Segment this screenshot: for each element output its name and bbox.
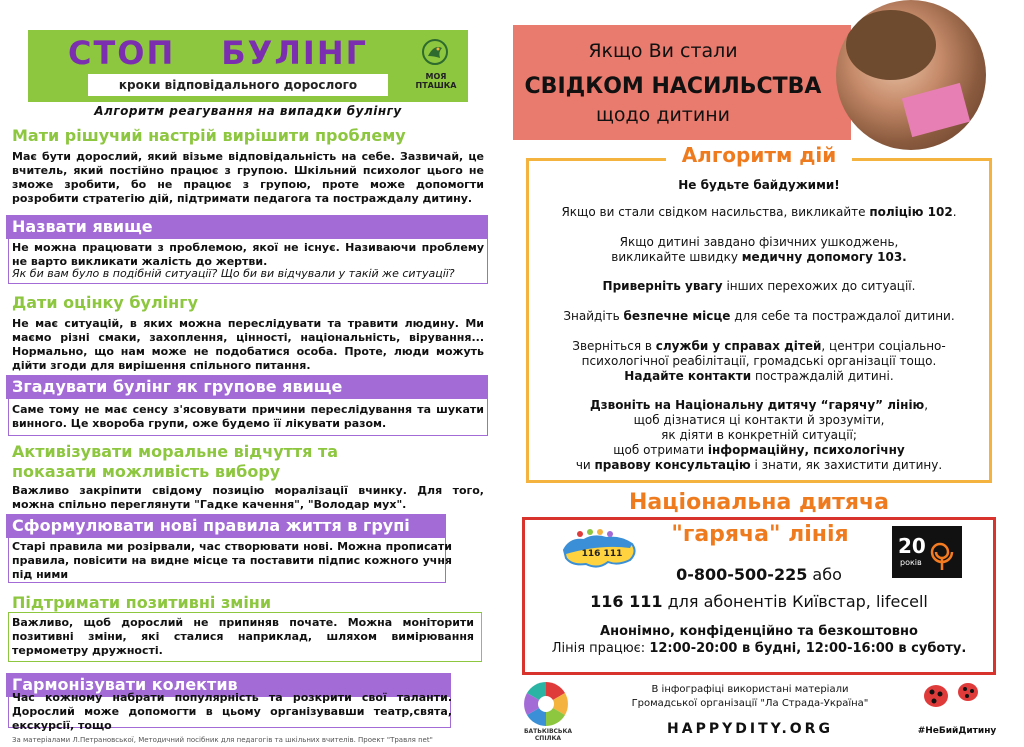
section-1-text: Має бути дорослий, який візьме відповідальність на себе. Зазвичай, це вчитель, який постійно працює з групою. Шкільний психолог цього не зможе зробити, бо не працює з групою, проте може допомогти розробити стратегію дій, підтримати педагога та постраждалу дитину. [12,150,484,205]
phone-number-2[interactable]: 116 111 [590,592,663,611]
witness-line1: Якщо Ви стали [588,40,738,62]
section-8-heading: Гармонізувати колектив [12,675,238,694]
phone-line-1: 0-800-500-225 або [676,565,842,584]
section-6-heading: Сформулювати нові правила життя в групі [12,516,410,535]
section-3-heading: Дати оцінку булінгу [12,293,198,312]
algo-p1: Не будьте байдужими! [678,178,840,192]
map-label: 116 111 [581,549,623,559]
algo-p6-line3: Надайте контакти постраждалій дитині. [624,369,894,383]
hotline-title-line1: Національна дитяча [628,490,889,515]
bird-logo-text: МОЯ ПТАШКА [415,72,457,90]
anniversary-word: років [900,558,922,567]
parents-union-logo-icon [522,680,570,728]
algo-p7-line2: щоб дізнатися ці контакти й зрозуміти, [633,413,885,427]
section-7-heading: Підтримати позитивні зміни [12,593,272,612]
child-photo [836,0,986,150]
anniversary-number: 20 [898,534,926,558]
banner-title [28,34,408,72]
section-5-heading-line1: Активізувати моральне відчуття та [12,442,339,461]
ladybugs-icon [920,680,990,710]
banner-subtitle: кроки відповідального дорослого [88,74,388,96]
credit-line1: В інфографіці використані матеріали [651,684,849,695]
bird-logo-icon [420,38,450,66]
algo-p7-line3: як діяти в конкретній ситуації; [661,428,857,442]
section-7-text: Важливо, щоб дорослий не припиняв почате. Можна моніторити позитивні зміни, які сталися наприклад, шляхом вимірювання термометру дружності. [12,616,474,657]
hotline-title-line2: "гаряча" лінія [671,522,849,547]
algo-p6-line2: психологічної реабілітації, громадські організації тощо. [581,354,937,368]
working-hours: Лінія працює: 12:00-20:00 в будні, 12:00-16:00 в суботу. [551,641,967,656]
witness-line3: щодо дитини [596,104,730,126]
phone-line-2: 116 111 для абонентів Київстар, lifecell [590,592,928,611]
photo-paper-shape [902,83,970,137]
banner-title-word1: СТОП [67,34,176,72]
parents-union-logo-text: БАТЬКІВСЬКА СПІЛКА [523,728,573,742]
algo-p3-line1: Якщо дитині завдано фізичних ушкоджень, [619,235,899,249]
section-2-text: Не можна працювати з проблемою, якої не існує. Називаючи проблему не варто викликати жалість до жертви. [12,241,484,268]
phone-number-1[interactable]: 0-800-500-225 [676,565,808,584]
algo-p7-line5: чи правову консультацію і знати, як захистити дитину. [575,458,943,472]
algo-p2: Якщо ви стали свідком насильства, викликайте поліцію 102. [561,205,957,219]
section-1-heading: Мати рішучий настрій вирішити проблему [12,126,406,145]
witness-line2: СВІДКОМ НАСИЛЬСТВА [524,74,822,99]
section-6-text: Старі правила ми розірвали, час створювати нові. Можна прописати правила, повісити на видне місце та поставити підпис кожного учня під ними [12,540,452,581]
algo-p4: Приверніть увагу інших перехожих до ситуації. [602,279,916,293]
section-4-text: Саме тому не має сенсу з'ясовувати причини переслідування та шукати винного. Це хвороба групи, оже будемо її лікувати разом. [12,403,484,430]
algo-p6-line1: Зверніться в служби у справах дітей, центри соціально- [572,339,946,353]
section-5-heading-line2: показати можливість вибору [12,462,281,481]
section-3-text: Не має ситуацій, в яких можна переслідувати та травити людину. Ми маємо різні смаки, захоплення, цінності, національність, вірування... Нормально, що нам може не подобатися особа. Проте, люди можуть дійти згоди для вирішення спільного питання. [12,317,484,372]
section-2-italic-question: Як би вам було в подібній ситуації? Що би ви відчували у такій же ситуації? [12,267,455,280]
website-link[interactable]: HAPPYDITY.ORG [667,721,833,737]
section-4-heading: Згадувати булінг як групове явище [12,377,343,396]
algo-p7-line4: щоб отримати інформаційну, психологічну [613,443,905,457]
hashtag: #НеБийДитину [917,726,997,736]
anonymous-note: Анонімно, конфіденційно та безкоштовно [600,624,918,639]
algorithm-title: Алгоритм дій [681,143,837,167]
algorithm-caption: Алгоритм реагування на випадки булінгу [94,104,402,118]
section-5-text: Важливо закріпити свідому позицію моралізації вчинку. Для того, можна спільно переглянути "Гадке качення", "Володар мух". [12,484,484,511]
credit-line2: Громадської організації "Ла Страда-Україна" [631,698,869,709]
source-footnote: За матеріалами Л.Петрановської, Методичний посібник для педагогів та шкільних вчителів. Проект "Травля net" [12,736,433,744]
photo-hair-shape [846,10,936,80]
section-8-text: Час кожному набрати популярність та розкрити свої таланти. Дорослий може допомогти в цьому організувавши театр,свята, екскурсії, тощо [12,691,452,732]
section-2-heading: Назвати явище [12,217,153,236]
banner-title-word2: БУЛІНГ [221,34,368,72]
algo-p3-line2: викликайте швидку медичну допомогу 103. [611,250,907,264]
algo-p5: Знайдіть безпечне місце для себе та постраждалої дитини. [563,309,955,323]
stop-bullying-banner [28,30,468,102]
algo-p7-line1: Дзвоніть на Національну дитячу “гарячу” лінію, [589,398,929,412]
